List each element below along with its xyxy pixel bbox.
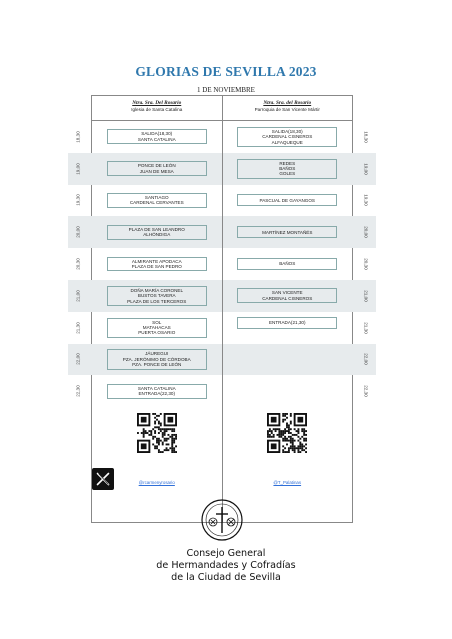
schedule-row: [75, 375, 369, 407]
column-header-rosario-san-vicente: [222, 96, 353, 120]
route-cell-a: [92, 248, 222, 280]
route-street: MARTÍNEZ MONTAÑÉS: [262, 229, 313, 235]
route-cell-a: [92, 344, 222, 376]
route-cell-b: [222, 248, 353, 280]
route-box: [237, 226, 337, 238]
route-cell-b: [222, 153, 353, 185]
time-label-right: 21,30: [363, 321, 369, 334]
time-label-right: 22,00: [363, 353, 369, 366]
route-cell-b: [222, 185, 353, 217]
route-street: MATAHACAS: [142, 324, 171, 330]
schedule-row: [75, 312, 369, 344]
route-box: [107, 286, 207, 306]
schedule-row: [75, 185, 369, 217]
column-place: Parroquia de San Vicente Mártir: [254, 107, 320, 112]
table-header: [92, 96, 352, 121]
time-label-left: 18,30: [75, 131, 81, 143]
time-label-left: 19,30: [75, 194, 81, 207]
route-box: [107, 161, 207, 176]
route-street: BAÑOS: [279, 165, 296, 171]
route-box: [237, 159, 337, 179]
organization-line: de Hermandades y Cofradías: [156, 560, 296, 571]
route-street: REDES: [279, 160, 296, 166]
route-street: PZA. JERÓNIMO DE CÓRDOBA: [122, 356, 191, 362]
event-date: 1 DE NOVIEMBRE: [197, 86, 255, 94]
route-box: [237, 127, 337, 147]
time-label-right: 20,30: [363, 258, 369, 270]
time-label-right: 18,30: [363, 131, 369, 143]
social-handle-link[interactable]: @rcarmenyrosario: [138, 480, 175, 486]
time-label-left: 20,30: [75, 258, 81, 270]
route-street: ENTRADA(21,30): [268, 320, 306, 326]
time-label-right: 19,00: [363, 162, 369, 175]
time-label-right: 22,30: [363, 385, 369, 398]
route-street: GOLES: [279, 171, 296, 177]
route-cell-b: [222, 121, 353, 153]
route-street: PLAZA DE SAN LEANDRO: [128, 226, 185, 232]
qr-code-icon[interactable]: [137, 413, 177, 453]
route-street: PZA. PONCE DE LEÓN: [132, 362, 182, 368]
route-cell-b: [222, 312, 353, 344]
route-street: CARDENAL CISNEROS: [262, 295, 313, 301]
route-cell-a: [92, 312, 222, 344]
route-box: [107, 349, 207, 369]
column-name: Ntra. Sra. del Rosario: [263, 100, 312, 106]
route-box: [107, 318, 207, 338]
time-label-right: 20,00: [363, 226, 369, 239]
route-street: SANTIAGO: [144, 195, 169, 201]
route-street: SALIDA(18,30): [141, 131, 173, 137]
route-cell-b: [222, 216, 353, 248]
route-street: JÁUREGUI: [145, 351, 169, 357]
route-box: [237, 288, 337, 303]
route-street: ALMIRANTE APODACA: [131, 258, 182, 264]
schedule-row: [75, 153, 369, 185]
schedule-row: [75, 344, 369, 376]
social-handle-link[interactable]: @T_Palatinas: [273, 480, 302, 486]
organization-line: de la Ciudad de Sevilla: [171, 572, 281, 583]
schedule-row: [75, 248, 369, 280]
schedule-table: [75, 95, 369, 523]
route-box: [237, 258, 337, 270]
route-cell-a: [92, 280, 222, 312]
route-cell-a: [92, 121, 222, 153]
x-logo-icon[interactable]: [92, 468, 114, 490]
route-street: PONCE DE LEÓN: [137, 163, 176, 169]
route-cell-b: [222, 375, 353, 407]
route-box: [107, 193, 207, 208]
route-street: SANTA CATALINA: [137, 385, 176, 391]
route-box: [237, 317, 337, 329]
time-label-right: 19,30: [363, 194, 369, 207]
schedule-row: [75, 280, 369, 312]
route-street: SOL: [152, 319, 162, 325]
route-street: CARDENAL CERVANTES: [129, 200, 184, 206]
page-title: GLORIAS DE SEVILLA 2023: [135, 64, 317, 79]
route-box: [107, 225, 207, 240]
route-street: ALFAQUEQUE: [271, 139, 303, 145]
route-box: [107, 129, 207, 144]
time-label-right: 21,00: [363, 290, 369, 302]
route-box: [107, 257, 207, 272]
route-street: SANTA CATALINA: [137, 136, 176, 142]
route-box: [237, 194, 337, 206]
time-label-left: 22,00: [75, 353, 81, 366]
route-street: PLAZA DE LOS TERCEROS: [127, 298, 187, 304]
route-street: SAN VICENTE: [271, 290, 303, 296]
route-street: ENTRADA(22,30): [138, 391, 175, 397]
route-cell-a: [92, 375, 222, 407]
route-cell-a: [92, 216, 222, 248]
route-street: PUERTA OSARIO: [138, 330, 176, 336]
route-cell-a: [92, 153, 222, 185]
route-street: CARDENAL CISNEROS: [262, 134, 313, 140]
time-label-left: 22,30: [75, 385, 81, 398]
time-label-left: 20,00: [75, 226, 81, 239]
route-street: BAÑOS: [279, 261, 296, 267]
organization-name: [0, 548, 452, 584]
schedule-row: [75, 216, 369, 248]
column-place: Iglesia de Santa Catalina: [131, 107, 183, 112]
time-label-left: 21,30: [75, 321, 81, 334]
route-street: SALIDA(18,30): [271, 128, 303, 134]
time-label-left: 19,00: [75, 162, 81, 175]
route-street: DOÑA MARÍA CORONEL: [130, 287, 184, 293]
organization-line: Consejo General: [186, 548, 266, 559]
schedule-row: [75, 121, 369, 153]
route-street: BUSTOS TAVERA: [137, 293, 176, 299]
route-cell-a: [92, 185, 222, 217]
qr-code-icon[interactable]: [267, 413, 307, 453]
route-box: [107, 384, 207, 399]
council-emblem-icon: [200, 498, 244, 542]
route-cell-b: [222, 344, 353, 376]
column-header-rosario-santa-catalina: [92, 96, 222, 120]
time-label-left: 21,00: [75, 290, 81, 302]
route-street: PASCUAL DE GAYANGOS: [259, 197, 315, 203]
route-cell-b: [222, 280, 353, 312]
route-street: PLAZA DE SAN PEDRO: [131, 264, 182, 270]
route-street: ALHÓNDIGA: [143, 232, 171, 238]
route-street: JUAN DE MESA: [139, 168, 174, 174]
column-name: Ntra. Sra. Del Rosario: [132, 100, 182, 106]
